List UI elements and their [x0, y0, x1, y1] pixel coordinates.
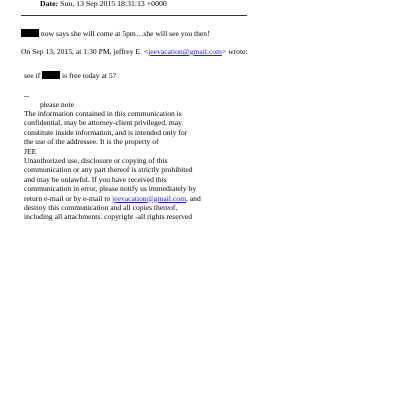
- confidentiality-disclaimer: [24, 109, 224, 222]
- disclaimer-line: destroy this communication and all copies thereof,: [24, 203, 178, 213]
- quote-attribution: [21, 47, 248, 56]
- signature-separator: --: [24, 91, 30, 100]
- header-divider: [21, 15, 247, 16]
- email-line-after: , and: [185, 193, 201, 203]
- disclaimer-email-line: [24, 194, 224, 203]
- disclaimer-email-link[interactable]: jeevacation@gmail.com: [112, 193, 186, 203]
- signature-note: please note: [40, 100, 74, 109]
- redacted-name-block: [42, 71, 60, 79]
- date-value: Sun, 13 Sep 2015 18:31:13 +0000: [60, 0, 167, 8]
- email-date-header: [40, 0, 167, 8]
- disclaimer-line: constitute inside information, and is intended only for: [24, 127, 188, 137]
- disclaimer-line: JEE: [24, 146, 37, 156]
- date-label: Date:: [40, 0, 59, 8]
- email-line-before: return e-mail or by e-mail to: [24, 193, 113, 203]
- attribution-email-link[interactable]: jeevacation@gmail.com: [148, 47, 222, 56]
- disclaimer-line: Unauthorized use, disclosure or copying of this: [24, 156, 168, 166]
- question-after: is free today at 5?: [62, 71, 117, 80]
- quoted-question: [24, 71, 224, 80]
- disclaimer-line: communication in error, please notify us immediately by: [24, 184, 197, 194]
- quoted-message: [24, 71, 224, 80]
- disclaimer-line: and may be unlawful. If you have received this: [24, 174, 167, 184]
- disclaimer-line: the use of the addressee. It is the property of: [24, 137, 159, 147]
- reply-text: now says she will come at 5pm…she will see you then!: [40, 29, 210, 38]
- disclaimer-line: confidential, may be attorney-client privileged, may: [24, 118, 182, 128]
- redacted-name-block: [21, 29, 39, 37]
- attribution-suffix: > wrote:: [221, 47, 248, 56]
- question-before: see if: [24, 71, 41, 80]
- disclaimer-line: The information contained in this communication is: [24, 109, 182, 118]
- reply-message: [21, 29, 210, 38]
- disclaimer-line: including all attachments. copyright -all rights reserved: [24, 212, 193, 222]
- attribution-prefix: On Sep 13, 2015, at 1:30 PM, jeffrey E. <: [21, 47, 149, 56]
- disclaimer-line: communication or any part thereof is strictly prohibited: [24, 165, 193, 175]
